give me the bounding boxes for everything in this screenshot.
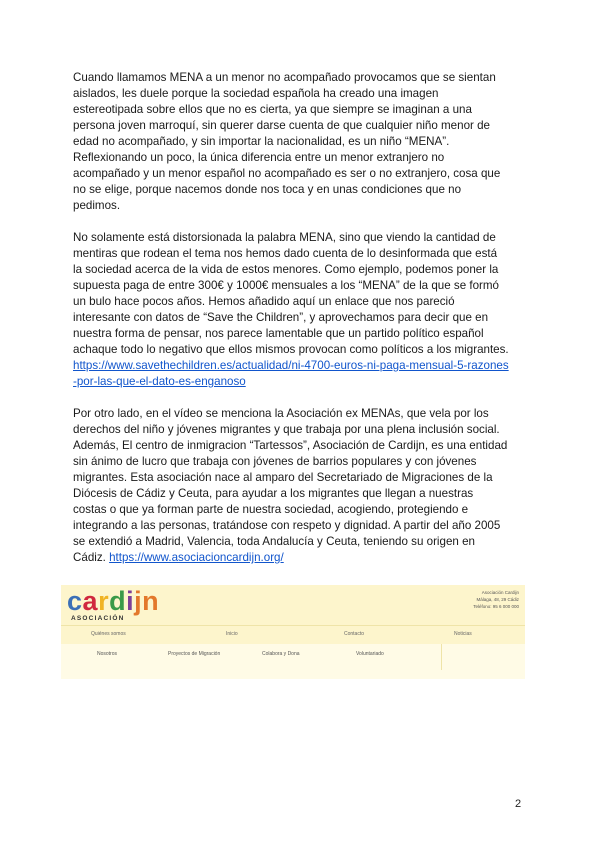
logo-wordmark (67, 586, 159, 617)
nav-item[interactable]: Quiénes somos (91, 631, 126, 637)
logo-letter: d (109, 586, 127, 616)
text-line: Reflexionando un poco, la única diferencia entre un menor extranjero no (73, 151, 445, 164)
text-line: Diócesis de Cádiz y Ceuta, para ayudar a los migrantes que llegan a nuestras (73, 487, 474, 500)
contact-info (399, 589, 519, 610)
nav-item[interactable]: Contacto (344, 631, 365, 637)
site-main-nav (61, 625, 525, 645)
text-line: se extendió a Madrid, Valencia, toda Andalucía y Ceuta, teniendo su origen en (73, 535, 475, 548)
text-line: mentiras que rodean el tema nos hemos dado cuenta de lo desinformada que está (73, 247, 498, 260)
text-line: costas o que ya forman parte de nuestra sociedad, acogiendo, protegiendo e (73, 503, 469, 516)
sub-nav-item[interactable]: Voluntariado (356, 651, 384, 657)
text-line: persona joven marroquí, sin querer darse cuenta de que cualquier niño menor de (73, 119, 490, 132)
logo-letter: r (98, 586, 110, 616)
text-prefix: Cádiz. (73, 551, 110, 564)
page-number: 2 (515, 798, 522, 810)
text-line: sin ánimo de lucro que trabaja con jóvenes de barrios populares y con jóvenes (73, 455, 477, 468)
text-line: acompañado y un menor español no acompañado es ser o no extranjero, cosa que (73, 167, 501, 180)
text-line: supuesta paga de entre 300€ y 1000€ mensuales a los “MENA” de la que se formó (73, 279, 500, 292)
logo-letter: c (67, 586, 83, 616)
text-line: la sociedad acerca de la vida de estos menores. Como ejemplo, podemos poner la (73, 263, 499, 276)
text-line: achaque todo lo negativo que ellos mismos provocan como políticos a los migrantes. (73, 343, 509, 356)
save-the-children-link-continued[interactable]: -por-las-que-el-dato-es-enganoso (73, 375, 246, 388)
cardijn-link[interactable]: https://www.asociacioncardijn.org/ (109, 551, 284, 564)
paragraph-menores-no-acompanados (73, 70, 527, 214)
text-line: estereotipada sobre ellos que no es cierta, ya que siempre se imaginan a una (73, 103, 472, 116)
text-line: Además, El centro de inmigracion “Tartessos”, Asociación de Cardijn, es una entidad (73, 439, 508, 452)
text-line-last (73, 550, 527, 566)
cardijn-logo (67, 586, 160, 624)
cardijn-website-screenshot (61, 585, 525, 679)
text-line: derechos del niño y jóvenes migrantes y que trabaja por una plena inclusión social. (73, 423, 500, 436)
nav-item[interactable]: Inicio (226, 631, 238, 637)
text-line: un bulo hace pocos años. Hemos añadido aquí un enlace que nos pareció (73, 295, 455, 308)
logo-letter: a (82, 586, 99, 616)
text-line: No solamente está distorsionada la palabra MENA, sino que viendo la cantidad de (73, 231, 496, 244)
text-line: pedimos. (73, 199, 121, 212)
logo-letter: i (126, 586, 135, 616)
sub-nav-panel (61, 644, 442, 670)
text-line: aislados, les duele porque la sociedad española ha creado una imagen (73, 87, 439, 100)
text-line: Por otro lado, en el vídeo se menciona la Asociación ex MENAs, que vela por los (73, 407, 489, 420)
contact-line: Asociación Cardijn (481, 590, 519, 595)
text-line: no se elige, porque nacemos donde nos toca y en unas condiciones que no (73, 183, 462, 196)
logo-subtitle: ASOCIACIÓN (71, 615, 125, 622)
paragraph-asociaciones (73, 406, 527, 566)
text-line: integrando a las personas, tratándose con respeto y dignidad. A partir del año 2005 (73, 519, 501, 532)
paragraph-desinformacion (73, 230, 527, 390)
sub-nav-item[interactable]: Proyectos de Migración (168, 651, 221, 657)
site-sub-nav (61, 644, 525, 679)
text-line: migrantes. Esta asociación nace al amparo del Secretariado de Migraciones de la (73, 471, 493, 484)
nav-item[interactable]: Noticias (454, 631, 472, 637)
site-header (61, 585, 525, 625)
contact-line: Teléfono: 95 6 000 000 (473, 604, 519, 609)
save-the-children-link[interactable]: https://www.savethechildren.es/actualidad/ni-4700-euros-ni-paga-mensual-5-razones (73, 359, 509, 372)
text-line: edad no acompañado, y sin importar la nacionalidad, es un niño “MENA”. (73, 135, 450, 148)
sub-nav-item[interactable]: Colabora y Dona (262, 651, 300, 657)
text-line: Cuando llamamos MENA a un menor no acompañado provocamos que se sientan (73, 71, 496, 84)
text-line: nuestra forma de pensar, nos parece lamentable que un partido político español (73, 327, 484, 340)
sub-nav-item[interactable]: Nosotros (97, 651, 118, 657)
logo-letter: jn (134, 586, 160, 616)
contact-line: Málaga, 48, 29 Cádiz (476, 597, 519, 602)
text-line: interesante con datos de “Save the Children”, y aprovechamos para decir que en (73, 311, 489, 324)
